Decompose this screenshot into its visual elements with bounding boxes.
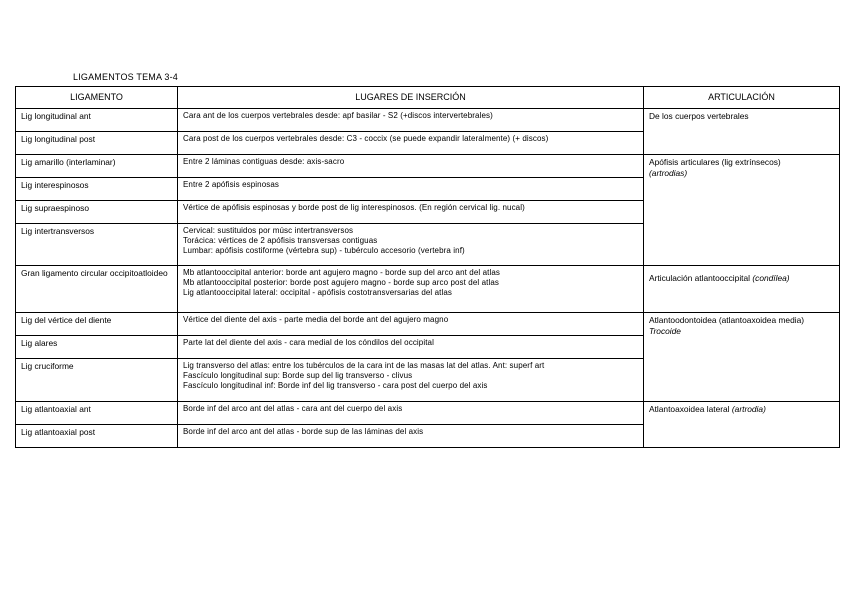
- insercion-line: Fascículo longitudinal inf: Borde inf del lig transverso - cara post del cuerpo del axis: [183, 381, 488, 390]
- articulacion-cell: [644, 313, 840, 402]
- insercion-cell: [178, 402, 644, 425]
- header-insercion: LUGARES DE INSERCIÓN: [178, 87, 644, 109]
- ligamento-cell: Lig interespinosos: [16, 178, 178, 201]
- ligamento-cell: Lig cruciforme: [16, 359, 178, 402]
- articulacion-type: Trocoide: [649, 325, 681, 336]
- articulacion-text: Atlantoaxoidea lateral: [649, 404, 730, 414]
- table-row: [16, 402, 840, 425]
- ligamento-cell: Lig alares: [16, 336, 178, 359]
- insercion-line: Entre 2 apófisis espinosas: [183, 180, 279, 189]
- document-title: LIGAMENTOS TEMA 3-4: [73, 72, 178, 82]
- insercion-cell: [178, 155, 644, 178]
- insercion-cell: [178, 132, 644, 155]
- insercion-line: Borde inf del arco ant del atlas - borde sup de las láminas del axis: [183, 427, 424, 436]
- ligaments-table: [15, 86, 840, 448]
- insercion-line: Entre 2 láminas contiguas desde: axis-sacro: [183, 157, 345, 166]
- articulacion-type: (artrodia): [731, 404, 766, 414]
- articulacion-type: (condílea): [752, 273, 790, 283]
- insercion-line: Lig atlantooccipital lateral: occipital - apófisis costotransversarias del atlas: [183, 288, 453, 297]
- articulacion-text: Apófisis articulares (lig extrínsecos): [649, 157, 781, 167]
- insercion-cell: [178, 266, 644, 313]
- articulacion-cell: [644, 402, 840, 448]
- articulacion-cell: [644, 109, 840, 155]
- insercion-line: Cara ant de los cuerpos vertebrales desde: apf basilar - S2 (+discos intervertebrales): [183, 111, 493, 120]
- insercion-cell: [178, 336, 644, 359]
- ligamento-cell: Lig del vértice del diente: [16, 313, 178, 336]
- table-row: [16, 313, 840, 336]
- ligamento-cell: Lig longitudinal ant: [16, 109, 178, 132]
- insercion-line: Vértice de apófisis espinosas y borde post de lig interespinosos. (En región cervical lig. nucal): [183, 203, 525, 212]
- insercion-cell: [178, 224, 644, 266]
- insercion-cell: [178, 201, 644, 224]
- table-row: [16, 266, 840, 313]
- insercion-line: Lig transverso del atlas: entre los tubérculos de la cara int de las masas lat del atlas. Ant: superf art: [183, 361, 545, 370]
- ligamento-cell: Lig supraespinoso: [16, 201, 178, 224]
- insercion-line: Parte lat del diente del axis - cara medial de los cóndilos del occipital: [183, 338, 434, 347]
- articulacion-text: De los cuerpos vertebrales: [649, 111, 749, 121]
- articulacion-cell: [644, 266, 840, 313]
- table-row: [16, 155, 840, 178]
- insercion-cell: [178, 359, 644, 402]
- insercion-line: Torácica: vértices de 2 apófisis transversas contiguas: [183, 236, 378, 245]
- insercion-cell: [178, 313, 644, 336]
- insercion-line: Lumbar: apófisis costiforme (vértebra sup) - tubérculo accesorio (vertebra inf): [183, 246, 465, 255]
- insercion-line: Cervical: sustituidos por músc intertransversos: [183, 226, 354, 235]
- articulacion-text: Atlantoodontoidea (atlantoaxoidea media): [649, 315, 805, 325]
- insercion-cell: [178, 425, 644, 448]
- insercion-line: Mb atlantooccipital anterior: borde ant agujero magno - borde sup del arco ant del atlas: [183, 268, 500, 277]
- insercion-line: Fascículo longitudinal sup: Borde sup del lig transverso - clivus: [183, 371, 413, 380]
- ligamento-cell: Lig longitudinal post: [16, 132, 178, 155]
- table-header-row: [16, 87, 840, 109]
- insercion-cell: [178, 109, 644, 132]
- insercion-cell: [178, 178, 644, 201]
- ligamento-cell: Lig atlantoaxial ant: [16, 402, 178, 425]
- ligamento-cell: Gran ligamento circular occipitoatloideo: [16, 266, 178, 313]
- table-row: [16, 109, 840, 132]
- insercion-line: Vértice del diente del axis - parte media del borde ant del agujero magno: [183, 315, 449, 324]
- articulacion-type: (artrodias): [649, 167, 688, 178]
- insercion-line: Cara post de los cuerpos vertebrales desde: C3 - coccix (se puede expandir lateralmente) (+ discos): [183, 134, 549, 143]
- ligamento-cell: Lig amarillo (interlaminar): [16, 155, 178, 178]
- ligamento-cell: Lig atlantoaxial post: [16, 425, 178, 448]
- header-ligamento: LIGAMENTO: [16, 87, 178, 109]
- insercion-line: Borde inf del arco ant del atlas - cara ant del cuerpo del axis: [183, 404, 403, 413]
- articulacion-cell: [644, 155, 840, 266]
- ligamento-cell: Lig intertransversos: [16, 224, 178, 266]
- header-articulacion: ARTICULACIÓN: [644, 87, 840, 109]
- insercion-line: Mb atlantooccipital posterior: borde post agujero magno - borde sup arco post del atlas: [183, 278, 499, 287]
- articulacion-text: Articulación atlantooccipital: [649, 273, 751, 283]
